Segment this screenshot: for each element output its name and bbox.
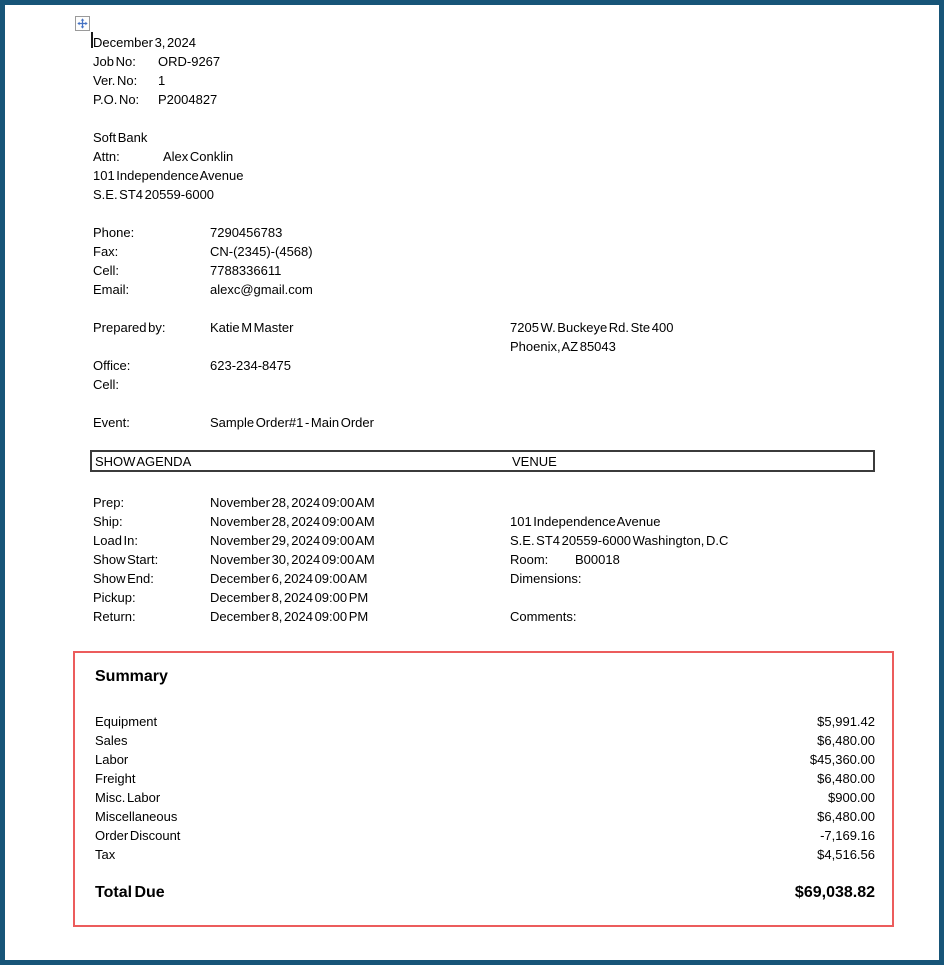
prepared-by-value: Katie M Master xyxy=(210,320,294,335)
customer-address-line1: 101 Independence Avenue xyxy=(93,168,244,183)
prepared-by-block xyxy=(93,318,293,394)
prepared-spacer-row xyxy=(93,337,293,356)
agenda-schedule-block xyxy=(93,493,375,626)
summary-row-freight xyxy=(95,769,875,788)
return-value: December 8, 2024 09:00 PM xyxy=(210,609,369,624)
fax-label: Fax: xyxy=(93,244,119,259)
cell-label: Cell: xyxy=(93,263,120,278)
email-value: alexc@gmail.com xyxy=(210,282,313,297)
venue-address-line1: 101 Independence Avenue xyxy=(510,514,661,529)
event-value: Sample Order#1 - Main Order xyxy=(210,415,374,430)
customer-address-line2: S.E. ST4 20559-6000 xyxy=(93,187,215,202)
show-end-row xyxy=(93,569,375,588)
attn-name: Alex Conklin xyxy=(163,149,234,164)
phone-label: Phone: xyxy=(93,225,135,240)
office-address-line1: 7205 W. Buckeye Rd. Ste 400 xyxy=(510,320,674,335)
office-label: Office: xyxy=(93,358,131,373)
job-no-row xyxy=(93,52,220,71)
customer-block xyxy=(93,128,243,204)
order-id-block xyxy=(93,52,220,109)
pickup-row xyxy=(93,588,375,607)
labor-amount: $45,360.00 xyxy=(809,752,875,767)
prepared-by-row xyxy=(93,318,293,337)
office-value: 623-234-8475 xyxy=(210,358,291,373)
contact-block xyxy=(93,223,313,299)
cell-row xyxy=(93,261,313,280)
venue-header: VENUE xyxy=(512,453,557,469)
pickup-label: Pickup: xyxy=(93,590,136,605)
ver-no-label: Ver. No: xyxy=(93,73,138,88)
prep-label: Prep: xyxy=(93,495,125,510)
table-move-handle[interactable] xyxy=(75,16,90,31)
show-agenda-header: SHOW AGENDA xyxy=(95,453,192,469)
sales-amount: $6,480.00 xyxy=(817,733,875,748)
summary-title: Summary xyxy=(95,668,168,685)
event-label: Event: xyxy=(93,415,130,430)
summary-row-labor xyxy=(95,750,875,769)
summary-row-misc-labor xyxy=(95,788,875,807)
phone-value: 7290456783 xyxy=(210,225,283,240)
attn-label: Attn: xyxy=(93,149,120,164)
tax-label: Tax xyxy=(95,847,116,862)
office-address-block xyxy=(510,318,673,356)
ship-value: November 28, 2024 09:00 AM xyxy=(210,514,375,529)
ver-no-row xyxy=(93,71,220,90)
show-start-label: Show Start: xyxy=(93,552,159,567)
tax-amount: $4,516.56 xyxy=(817,847,875,862)
customer-company: Soft Bank xyxy=(93,130,148,145)
po-no-row xyxy=(93,90,220,109)
email-label: Email: xyxy=(93,282,130,297)
agenda-header-box xyxy=(90,450,875,472)
job-no-value: ORD-9267 xyxy=(158,54,221,69)
order-discount-amount: -7,169.16 xyxy=(820,828,875,843)
summary-box xyxy=(73,651,894,927)
misc-labor-amount: $900.00 xyxy=(828,790,875,805)
venue-spacer xyxy=(510,493,728,512)
email-row xyxy=(93,280,313,299)
misc-labor-label: Misc. Labor xyxy=(95,790,161,805)
labor-label: Labor xyxy=(95,752,129,767)
customer-attn-row xyxy=(93,147,243,166)
ship-row xyxy=(93,512,375,531)
miscellaneous-amount: $6,480.00 xyxy=(817,809,875,824)
freight-label: Freight xyxy=(95,771,136,786)
po-no-value: P2004827 xyxy=(158,92,218,107)
ver-no-value: 1 xyxy=(158,73,166,88)
show-start-row xyxy=(93,550,375,569)
return-label: Return: xyxy=(93,609,136,624)
equipment-amount: $5,991.42 xyxy=(817,714,875,729)
ship-label: Ship: xyxy=(93,514,123,529)
phone-row xyxy=(93,223,313,242)
prep-row xyxy=(93,493,375,512)
order-discount-label: Order Discount xyxy=(95,828,181,843)
return-row xyxy=(93,607,375,626)
show-start-value: November 30, 2024 09:00 AM xyxy=(210,552,375,567)
event-row xyxy=(93,413,374,432)
load-in-value: November 29, 2024 09:00 AM xyxy=(210,533,375,548)
pickup-value: December 8, 2024 09:00 PM xyxy=(210,590,369,605)
load-in-label: Load In: xyxy=(93,533,138,548)
fax-row xyxy=(93,242,313,261)
comments-label: Comments: xyxy=(510,609,577,624)
move-arrows-icon xyxy=(77,18,88,29)
venue-spacer-2 xyxy=(510,588,728,607)
office-row xyxy=(93,356,293,375)
dimensions-label: Dimensions: xyxy=(510,571,582,586)
freight-amount: $6,480.00 xyxy=(817,771,875,786)
summary-row-miscellaneous xyxy=(95,807,875,826)
show-end-value: December 6, 2024 09:00 AM xyxy=(210,571,368,586)
venue-block xyxy=(510,493,728,626)
summary-row-equipment xyxy=(95,712,875,731)
prepared-by-label: Prepared by: xyxy=(93,320,166,335)
total-due-label: Total Due xyxy=(95,884,165,901)
summary-row-order-discount xyxy=(95,826,875,845)
summary-row-sales xyxy=(95,731,875,750)
venue-address-line2: S.E. ST4 20559-6000 Washington, D.C xyxy=(510,533,729,548)
total-due-row xyxy=(95,884,875,902)
document-date: December 3, 2024 xyxy=(93,35,196,50)
summary-row-tax xyxy=(95,845,875,864)
miscellaneous-label: Miscellaneous xyxy=(95,809,178,824)
preparer-cell-label: Cell: xyxy=(93,377,120,392)
room-label: Room: xyxy=(510,552,549,567)
cell-value: 7788336611 xyxy=(210,263,282,278)
sales-label: Sales xyxy=(95,733,128,748)
fax-value: CN-(2345)-(4568) xyxy=(210,244,313,259)
load-in-row xyxy=(93,531,375,550)
job-no-label: Job No: xyxy=(93,54,136,69)
po-no-label: P.O. No: xyxy=(93,92,140,107)
office-address-line2: Phoenix, AZ 85043 xyxy=(510,339,616,354)
summary-rows xyxy=(95,712,875,864)
show-end-label: Show End: xyxy=(93,571,154,586)
room-row xyxy=(510,550,728,569)
total-due-amount: $69,038.82 xyxy=(794,884,875,901)
preparer-cell-row xyxy=(93,375,293,394)
equipment-label: Equipment xyxy=(95,714,158,729)
prep-value: November 28, 2024 09:00 AM xyxy=(210,495,375,510)
room-value: B00018 xyxy=(575,552,620,567)
